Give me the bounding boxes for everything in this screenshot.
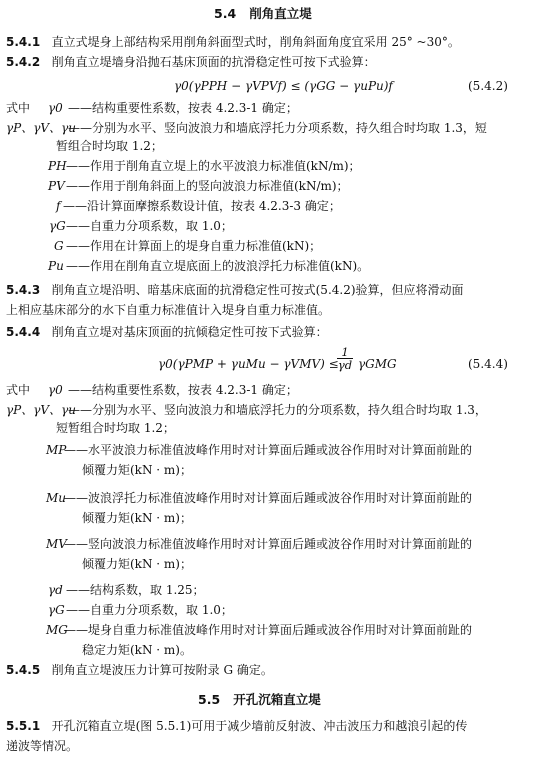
clause-text: 削角直立堤墙身沿抛石基床顶面的抗滑稳定性可按下式验算： — [51, 55, 376, 69]
symbol: PH — [48, 159, 67, 173]
clause-5-4-1 — [6, 34, 460, 50]
section-title: 开孔沉箱直立堤 — [233, 692, 321, 707]
equation-5-4-4-fraction — [336, 346, 354, 371]
symbol-definition: ——作用于削角直立堤上的水平波浪力标准值(kN/m)； — [66, 159, 361, 173]
equation-number: (5.4.4) — [468, 357, 508, 371]
symbol-definition: ——作用在计算面上的堤身自重力标准值(kN)； — [66, 239, 322, 253]
symbol-definition: ——波浪浮托力标准值波峰作用时对计算面后踵或波谷作用时对计算面前趾的 — [64, 491, 473, 505]
symbol-definition: ——结构重要性系数，按表 4.2.3-1 确定； — [68, 101, 298, 115]
symbol-definition: ——结构重要性系数，按表 4.2.3-1 确定； — [68, 383, 298, 397]
symbol-definition: ——水平波浪力标准值波峰作用时对计算面后踵或波谷作用时对计算面前趾的 — [64, 443, 473, 457]
equation-number: (5.4.2) — [468, 79, 508, 93]
symbol-definition-cont: 倾覆力矩(kN · m)； — [82, 511, 192, 525]
symbol: γP、γV、γu — [6, 403, 76, 417]
clause-number: 5.4.1 — [6, 35, 41, 49]
symbol-definition: ——自重力分项系数，取 1.0； — [66, 603, 233, 617]
section-number: 5.4 — [214, 6, 237, 21]
where-intro: 式中 — [6, 383, 31, 397]
symbol-definition: ——竖向波浪力标准值波峰作用时对计算面后踵或波谷作用时对计算面前趾的 — [64, 537, 473, 551]
clause-5-4-3 — [6, 282, 464, 298]
symbol-definition: ——作用于削角斜面上的竖向波浪力标准值(kN/m)； — [66, 179, 349, 193]
symbol: Pu — [48, 259, 64, 273]
symbol-definition-cont: 倾覆力矩(kN · m)； — [82, 463, 192, 477]
symbol: γ0 — [48, 383, 63, 397]
clause-number: 5.4.4 — [6, 325, 41, 339]
clause-5-4-5 — [6, 662, 273, 678]
symbol: γP、γV、γu — [6, 121, 76, 135]
fraction-numerator: 1 — [341, 345, 349, 359]
clause-text: 开孔沉箱直立堤(图 5.5.1)可用于减少墙前反射波、冲击波压力和越浪引起的传 — [51, 719, 468, 733]
symbol: MG — [46, 623, 68, 637]
clause-number: 5.4.5 — [6, 663, 41, 677]
equation-5-4-2: γ0(γPPH − γVPVf) ≤ (γGG − γuPu)f — [174, 79, 393, 93]
section-5-4-heading — [214, 6, 312, 22]
equation-5-4-4-rhs: γGMG — [358, 357, 397, 371]
symbol-definition-cont: 暂组合时均取 1.2； — [56, 139, 163, 153]
symbol-definition-cont: 短暂组合时均取 1.2； — [56, 421, 175, 435]
where-intro: 式中 — [6, 101, 31, 115]
symbol-definition: ——沿计算面摩擦系数设计值，按表 4.2.3-3 确定； — [63, 199, 341, 213]
section-title: 削角直立堤 — [249, 6, 312, 21]
symbol: G — [54, 239, 64, 253]
symbol: MP — [46, 443, 67, 457]
symbol: f — [56, 199, 61, 213]
symbol: MV — [46, 537, 67, 551]
symbol: Mu — [46, 491, 67, 505]
symbol: γd — [48, 583, 63, 597]
section-5-5-heading — [198, 692, 321, 708]
fraction-denominator: γd — [337, 358, 353, 372]
clause-number: 5.4.2 — [6, 55, 41, 69]
clause-5-4-3-cont: 上相应基床部分的水下自重力标准值计入堤身自重力标准值。 — [6, 303, 331, 317]
symbol-definition: ——作用在削角直立堤底面上的波浪浮托力标准值(kN)。 — [66, 259, 370, 273]
clause-text: 削角直立堤波压力计算可按附录 G 确定。 — [51, 663, 273, 677]
clause-number: 5.4.3 — [6, 283, 41, 297]
section-number: 5.5 — [198, 692, 221, 707]
clause-text: 削角直立堤对基床顶面的抗倾稳定性可按下式验算： — [51, 325, 328, 339]
symbol-definition: ——堤身自重力标准值波峰作用时对计算面后踵或波谷作用时对计算面前趾的 — [64, 623, 473, 637]
symbol-definition-cont: 倾覆力矩(kN · m)； — [82, 557, 192, 571]
symbol-definition: ——分别为水平、竖向波浪力和墙底浮托力的分项系数，持久组合时均取 1.3， — [68, 403, 487, 417]
clause-5-5-1 — [6, 718, 467, 734]
symbol: γ0 — [48, 101, 63, 115]
symbol: PV — [48, 179, 65, 193]
symbol: γG — [49, 219, 66, 233]
symbol-definition-cont: 稳定力矩(kN · m)。 — [82, 643, 192, 657]
symbol-definition: ——自重力分项系数，取 1.0； — [66, 219, 233, 233]
clause-5-5-1-cont: 递波等情况。 — [6, 739, 79, 753]
clause-5-4-4 — [6, 324, 328, 340]
equation-5-4-4-lhs: γ0(γPMP + γuMu − γVMV) ≤ — [158, 357, 339, 371]
clause-text: 削角直立堤沿明、暗基床底面的抗滑稳定性可按式(5.4.2)验算，但应将滑动面 — [51, 283, 464, 297]
clause-number: 5.5.1 — [6, 719, 41, 733]
symbol-definition: ——结构系数，取 1.25； — [66, 583, 205, 597]
symbol-definition: ——分别为水平、竖向波浪力和墙底浮托力分项系数，持久组合时均取 1.3，短 — [68, 121, 487, 135]
symbol: γG — [48, 603, 65, 617]
clause-text: 直立式堤身上部结构采用削角斜面型式时，削角斜面角度宜采用 25° ~30°。 — [51, 35, 460, 49]
clause-5-4-2 — [6, 54, 376, 70]
